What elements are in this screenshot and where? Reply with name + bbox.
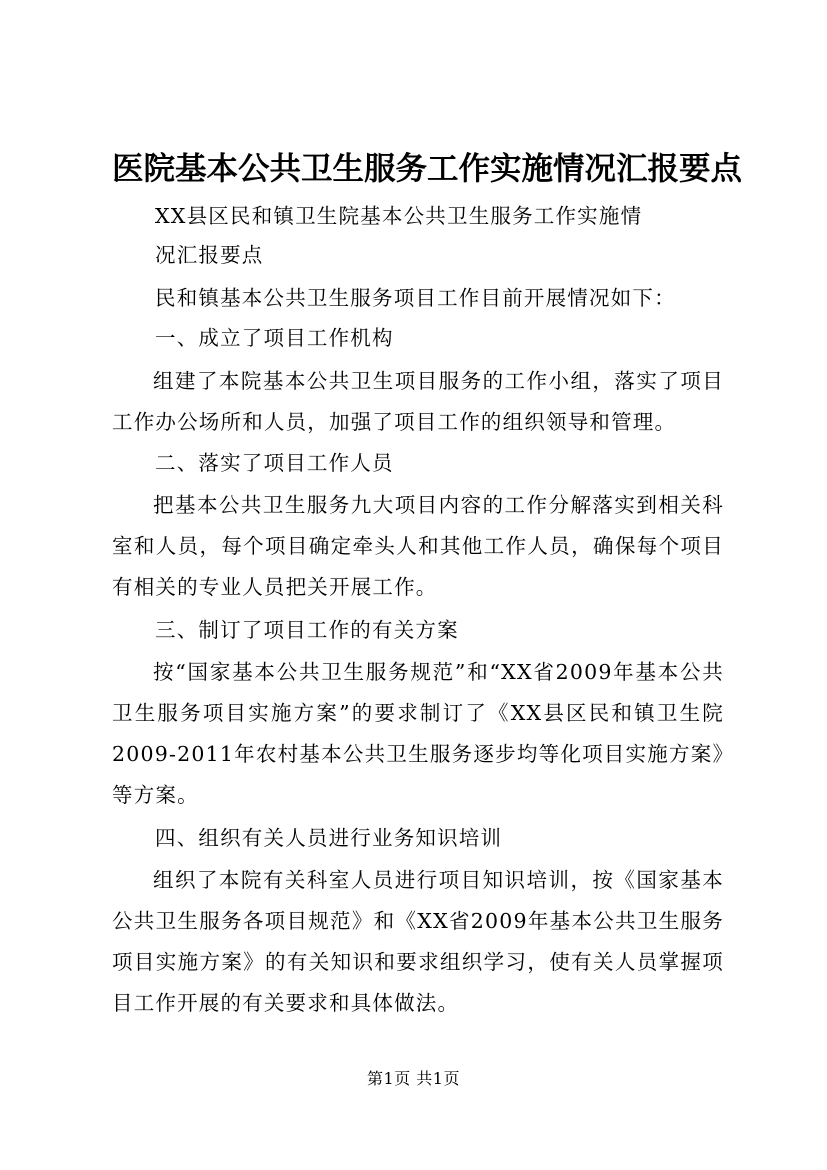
document-title: 医院基本公共卫生服务工作实施情况汇报要点 bbox=[112, 150, 743, 187]
section-3-heading: 三、制订了项目工作的有关方案 bbox=[155, 618, 459, 642]
section-1-body: 组建了本院基本公共卫生项目服务的工作小组，落实了项目工作办公场所和人员，加强了项目工作的组织领导和管理。 bbox=[112, 369, 724, 434]
section-1-heading: 一、成立了项目工作机构 bbox=[155, 326, 394, 350]
section-3-body: 按“国家基本公共卫生服务规范”和“XX省2009年基本公共卫生服务项目实施方案”的要求制订了《XX县区民和镇卫生院2009-2011年农村基本公共卫生服务逐步均等化项目实施方案》等方案。 bbox=[112, 660, 724, 807]
page-number-footer: 第1页 共1页 bbox=[367, 1069, 460, 1088]
section-2-body: 把基本公共卫生服务九大项目内容的工作分解落实到相关科室和人员，每个项目确定牵头人和其他工作人员，确保每个项目有相关的专业人员把关开展工作。 bbox=[112, 493, 724, 599]
section-2-heading: 二、落实了项目工作人员 bbox=[155, 451, 394, 475]
section-4-heading: 四、组织有关人员进行业务知识培训 bbox=[155, 826, 503, 850]
document-subtitle-line-1: XX县区民和镇卫生院基本公共卫生服务工作实施情 bbox=[155, 204, 643, 228]
document-subtitle-line-2: 况汇报要点 bbox=[155, 243, 264, 267]
section-4-body: 组织了本院有关科室人员进行项目知识培训，按《国家基本公共卫生服务各项目规范》和《XX省2009年基本公共卫生服务项目实施方案》的有关知识和要求组织学习，使有关人员掌握项目工作开展的有关要求和具体做法。 bbox=[112, 868, 724, 1015]
intro-paragraph: 民和镇基本公共卫生服务项目工作目前开展情况如下： bbox=[155, 286, 676, 310]
